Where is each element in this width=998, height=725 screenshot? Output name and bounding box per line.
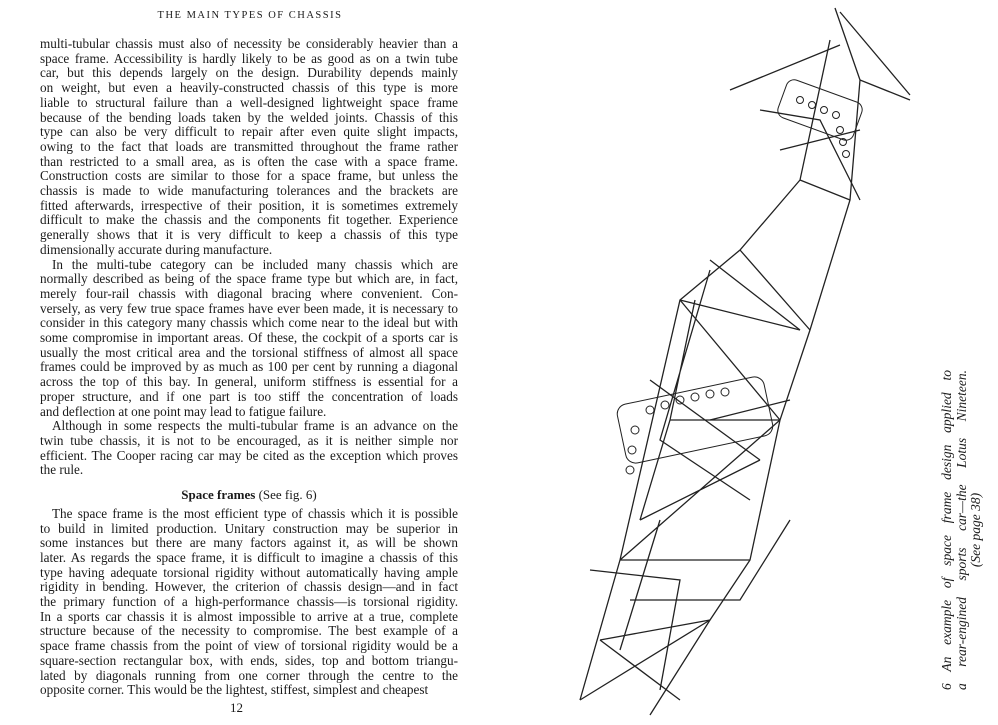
chassis-illustration bbox=[560, 0, 920, 725]
text-line: some instances but there are many factors against it, as will be shown bbox=[40, 535, 458, 551]
text-line: because of the bending loads taken by the welded joints. Chassis of this bbox=[40, 109, 458, 125]
text-line: lated by diagonals running from one corner through the centre to the bbox=[40, 667, 458, 683]
caption-line: (See page 38) bbox=[968, 492, 983, 568]
text-line: difficult to make the chassis and the components fit together. Experience bbox=[40, 212, 458, 228]
text-line: efficient. The Cooper racing car may be cited as the exception which proves bbox=[40, 447, 458, 463]
text-line: structure because of the necessity to compromise. The best example of a bbox=[40, 623, 458, 639]
text-line: type having adequate torsional rigidity without automatically having ample bbox=[40, 564, 458, 580]
text-line: fitted afterwards, irrespective of their position, it is sometimes extremely bbox=[40, 197, 458, 213]
text-line: space frame. Accessibility is hardly likely to be as good as on a twin tube bbox=[40, 50, 458, 66]
text-line: In a sports car chassis it is almost impossible to arrive at a true, complete bbox=[40, 608, 458, 624]
text-line: rigidity in bending. However, the criterion of chassis design—and in fact bbox=[40, 579, 458, 595]
section-title: Space frames bbox=[181, 487, 256, 503]
text-line: square-section rectangular box, with ends, sides, top and bottom triangu- bbox=[40, 652, 458, 668]
text-line: on weight, but even a heavily-constructed chassis of this type is more bbox=[40, 80, 458, 96]
running-head: THE MAIN TYPES OF CHASSIS bbox=[157, 10, 343, 21]
text-line: consider in this category many chassis which come near to the ideal but with bbox=[40, 315, 458, 331]
text-line: space frame chassis from the point of view of torsional rigidity would be a bbox=[40, 638, 458, 654]
text-line: across the top of this bay. In general, uniform stiffness is essential for a bbox=[40, 374, 458, 390]
text-line: owing to the fact that loads are transmitted throughout the frame rather bbox=[40, 138, 458, 154]
text-line: normally described as being of the space frame type but which are, in fact, bbox=[40, 271, 458, 287]
section-heading bbox=[40, 488, 458, 503]
section-paragraph bbox=[40, 507, 458, 698]
text-line: Construction costs are similar to those for a space frame, but unless the bbox=[40, 168, 458, 184]
paragraph-3 bbox=[40, 419, 458, 478]
text-line: proper structure, and if one part is too stiff the concentration of loads bbox=[40, 388, 458, 404]
figure-caption bbox=[940, 370, 984, 690]
text-line: multi-tubular chassis must also of necessity be considerably heavier than a bbox=[40, 36, 458, 51]
text-line: frames could be improved by as much as 100 per cent by running a diagonal bbox=[40, 359, 458, 375]
text-line: to build in limited production. Unitary construction may be superior in bbox=[40, 520, 458, 536]
text-line: usually the most critical area and the torsional stiffness of almost all space bbox=[40, 344, 458, 360]
text-line: chassis is made to wide manufacturing tolerances and the brackets are bbox=[40, 183, 458, 199]
text-line: later. As regards the space frame, it is difficult to imagine a chassis of this bbox=[40, 549, 458, 565]
frame-tubes bbox=[580, 8, 910, 715]
text-column bbox=[40, 37, 458, 698]
text-line: dimensionally accurate during manufacture. bbox=[40, 241, 273, 257]
paragraph-2 bbox=[40, 258, 458, 420]
text-line: versely, as very few true space frames have ever been made, it is necessary to bbox=[40, 300, 458, 316]
section-figure-ref: (See fig. 6) bbox=[258, 487, 317, 503]
page-number: 12 bbox=[230, 700, 243, 715]
text-line: the primary function of a high-performance chassis—is torsional rigidity. bbox=[40, 594, 458, 610]
text-line: In the multi-tube category can be included many chassis which are bbox=[52, 256, 458, 272]
caption-line: 6 An example of space frame design applied to bbox=[939, 370, 954, 690]
text-line: The space frame is the most efficient type of chassis which it is possible bbox=[52, 505, 458, 521]
text-line: some compromise in important areas. Of these, the cockpit of a sports car is bbox=[40, 330, 458, 346]
paragraph-1 bbox=[40, 37, 458, 258]
text-line: liable to structural failure than a well-designed lightweight space frame bbox=[40, 94, 458, 110]
text-line: and deflection at one point may lead to fatigue failure. bbox=[40, 403, 327, 419]
text-line: the rule. bbox=[40, 462, 84, 478]
text-line: Although in some respects the multi-tubular frame is an advance on the bbox=[52, 418, 458, 434]
text-line: twin tube chassis, it is not to be encouraged, as it is neither simple nor bbox=[40, 432, 458, 448]
text-line: car, but this depends largely on the design. Durability depends mainly bbox=[40, 65, 458, 81]
text-line: than restricted to a small area, as is often the case with a space frame. bbox=[40, 153, 458, 169]
text-line: merely four-rail chassis with diagonal bracing where convenient. Con- bbox=[40, 285, 458, 301]
text-line: type can also be very difficult to repair after even quite slight impacts, bbox=[40, 124, 458, 140]
caption-line: a rear-engined sports car—the Lotus Nineteen. bbox=[953, 370, 969, 690]
text-line: generally shows that it is very difficult to keep a chassis of this type bbox=[40, 227, 458, 243]
text-line: opposite corner. This would be the lightest, stiffest, simplest and cheapest bbox=[40, 682, 429, 698]
